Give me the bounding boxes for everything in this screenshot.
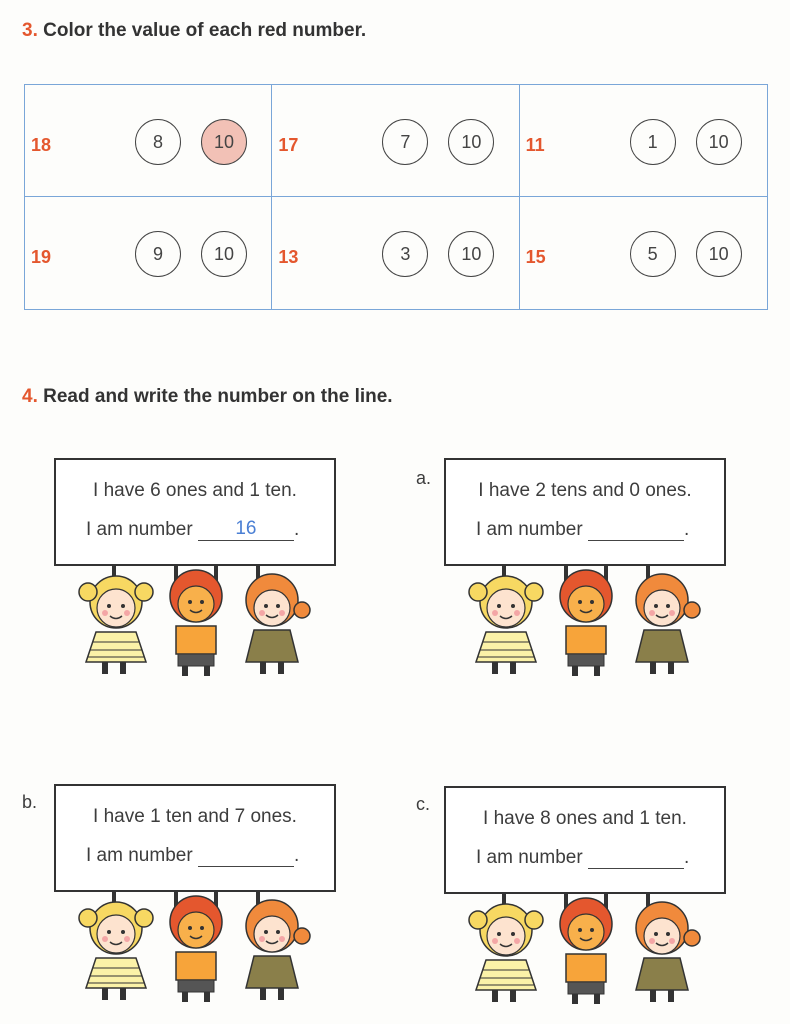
red-number: 19 xyxy=(31,247,52,267)
sign-answer-line xyxy=(476,518,689,541)
red-number: 15 xyxy=(525,247,546,267)
grid-cell xyxy=(272,197,519,309)
value-circle-ones[interactable]: 5 xyxy=(630,231,676,277)
value-circle-ten[interactable]: 10 xyxy=(201,231,247,277)
sign-period: . xyxy=(293,519,300,540)
value-circle-ones[interactable]: 8 xyxy=(135,119,181,165)
item-letter-b: b. xyxy=(22,792,38,812)
sign-prompt: I am number xyxy=(476,519,583,540)
sign-sentence: I have 1 ten and 7 ones. xyxy=(93,806,297,827)
value-circle-ten[interactable]: 10 xyxy=(448,231,494,277)
grid-cell xyxy=(25,197,272,309)
grid-cell xyxy=(25,85,272,197)
grid-cell xyxy=(520,197,767,309)
red-number: 18 xyxy=(31,135,52,155)
number-sign-example xyxy=(54,458,336,566)
answer-blank[interactable] xyxy=(198,844,294,867)
item-letter-a: a. xyxy=(416,468,432,488)
children-illustration xyxy=(76,562,316,680)
section-4-title: Read and write the number on the line. xyxy=(43,386,393,407)
red-number: 17 xyxy=(278,135,299,155)
item-letter-c: c. xyxy=(416,794,431,814)
grid-cell xyxy=(272,85,519,197)
section-3-title: Color the value of each red number. xyxy=(43,20,367,41)
sign-prompt: I am number xyxy=(476,847,583,868)
sign-period: . xyxy=(683,847,690,868)
sign-period: . xyxy=(683,519,690,540)
sign-sentence: I have 8 ones and 1 ten. xyxy=(483,808,687,829)
number-sign-c xyxy=(444,786,726,894)
sign-answer-line xyxy=(86,518,299,541)
sign-answer-line xyxy=(476,846,689,869)
value-circle-ten[interactable]: 10 xyxy=(448,119,494,165)
section-4-number: 4. xyxy=(22,386,38,407)
section-3-heading xyxy=(22,20,366,42)
children-illustration xyxy=(466,890,706,1008)
sign-prompt: I am number xyxy=(86,519,193,540)
sign-answer-line xyxy=(86,844,299,867)
children-illustration xyxy=(76,888,316,1006)
answer-blank[interactable] xyxy=(588,518,684,541)
section-4-heading xyxy=(22,386,393,408)
section-3-number: 3. xyxy=(22,20,38,41)
sign-sentence: I have 2 tens and 0 ones. xyxy=(478,480,692,501)
answer-blank[interactable]: 16 xyxy=(198,518,294,541)
value-circle-ten[interactable]: 10 xyxy=(696,119,742,165)
value-circle-ones[interactable]: 9 xyxy=(135,231,181,277)
red-number: 11 xyxy=(525,135,545,155)
value-grid xyxy=(24,84,768,310)
red-number: 13 xyxy=(278,247,299,267)
grid-cell xyxy=(520,85,767,197)
value-circle-ones[interactable]: 7 xyxy=(382,119,428,165)
value-circle-ones[interactable]: 3 xyxy=(382,231,428,277)
sign-prompt: I am number xyxy=(86,845,193,866)
answer-blank[interactable] xyxy=(588,846,684,869)
value-circle-ten[interactable]: 10 xyxy=(201,119,247,165)
value-circle-ones[interactable]: 1 xyxy=(630,119,676,165)
sign-sentence: I have 6 ones and 1 ten. xyxy=(93,480,297,501)
sign-period: . xyxy=(293,845,300,866)
number-sign-b xyxy=(54,784,336,892)
value-circle-ten[interactable]: 10 xyxy=(696,231,742,277)
number-sign-a xyxy=(444,458,726,566)
children-illustration xyxy=(466,562,706,680)
